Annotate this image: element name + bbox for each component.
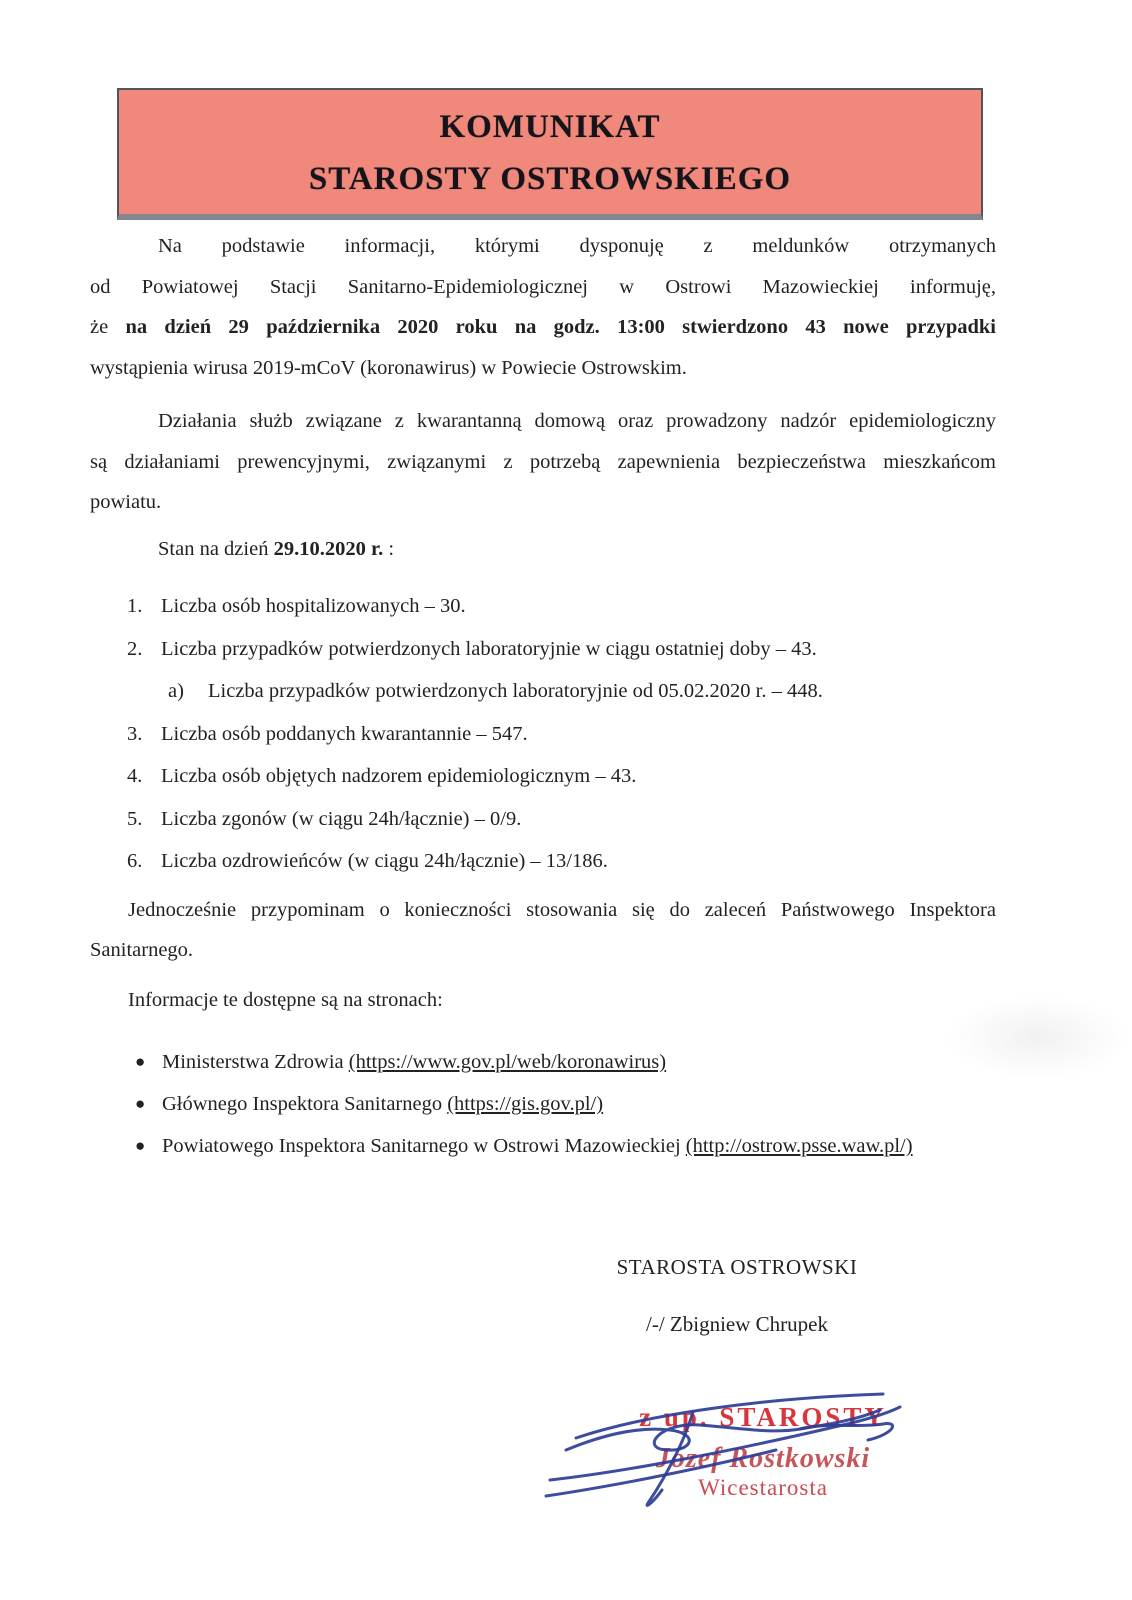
list-item-text: Liczba zgonów (w ciągu 24h/łącznie) – 0/9. bbox=[161, 807, 522, 830]
paragraph-line: Działania służb związane z kwarantanną domową oraz prowadzony nadzór epidemiologiczny bbox=[158, 410, 996, 432]
list-item-number: 1. bbox=[127, 595, 143, 617]
status-date-bold: 29.10.2020 r. bbox=[273, 537, 384, 560]
list-item-number: 2. bbox=[127, 637, 143, 660]
signer-title: STAROSTA OSTROWSKI bbox=[616, 1255, 858, 1279]
list-subitem bbox=[168, 670, 996, 713]
bullet-icon: ● bbox=[135, 1052, 146, 1071]
list-item bbox=[135, 1041, 996, 1083]
list-item-text: Liczba osób hospitalizowanych – 30. bbox=[161, 595, 466, 617]
scan-smudge-artifact bbox=[945, 995, 1130, 1080]
list-item-number: 4. bbox=[127, 765, 143, 787]
paragraph-line: Na podstawie informacji, którymi dysponuję z meldunków otrzymanych bbox=[158, 235, 996, 257]
paragraph-line: są działaniami prewencyjnymi, związanymi z potrzebą zapewnienia bezpieczeństwa mieszkańcom bbox=[90, 450, 996, 473]
list-item-number: 5. bbox=[127, 807, 143, 830]
statistics-list bbox=[90, 585, 996, 883]
paragraph-line: powiatu. bbox=[90, 491, 162, 513]
text-run: : bbox=[383, 537, 395, 560]
list-item-text: Liczba ozdrowieńców (w ciągu 24h/łącznie) – 13/186. bbox=[161, 850, 608, 872]
signer-name: /-/ Zbigniew Chrupek bbox=[646, 1312, 828, 1336]
list-item-text bbox=[162, 1125, 913, 1167]
stamp-position-line: Wicestarosta bbox=[698, 1475, 828, 1500]
list-item-text: Liczba osób objętych nadzorem epidemiologicznym – 43. bbox=[161, 765, 637, 787]
list-item bbox=[127, 840, 996, 883]
list-item bbox=[127, 585, 996, 628]
status-date-line bbox=[90, 529, 996, 570]
signature-block bbox=[537, 1254, 937, 1337]
paragraph-line: Sanitarnego. bbox=[90, 939, 194, 961]
official-stamp bbox=[578, 1402, 948, 1499]
source-label: Powiatowego Inspektora Sanitarnego w Ostrowi Mazowieckiej bbox=[162, 1135, 686, 1157]
paragraph-line: wystąpienia wirusa 2019-mCoV (koronawirus) w Powiecie Ostrowskim. bbox=[90, 356, 687, 379]
list-item-number: a) bbox=[168, 680, 184, 702]
header-title-line2: STAROSTY OSTROWSKIEGO bbox=[308, 161, 792, 197]
text-run: że bbox=[90, 316, 126, 338]
stamp-name-line: Józef Rostkowski bbox=[655, 1443, 871, 1474]
intro-paragraph bbox=[90, 226, 996, 388]
paragraph-line bbox=[90, 307, 996, 348]
bullet-icon: ● bbox=[135, 1136, 146, 1155]
paragraph-line: od Powiatowej Stacji Sanitarno-Epidemiologicznej w Ostrowi Mazowieckiej informuję, bbox=[90, 275, 996, 298]
header-title-line1: KOMUNIKAT bbox=[439, 109, 661, 145]
source-label: Głównego Inspektora Sanitarnego bbox=[162, 1093, 448, 1115]
stamp-authority-line: z up. STAROSTY bbox=[639, 1402, 887, 1432]
source-url: (https://gis.gov.pl/) bbox=[447, 1093, 604, 1115]
source-url: (https://www.gov.pl/web/koronawirus) bbox=[348, 1051, 667, 1073]
list-item bbox=[127, 798, 996, 841]
document-body bbox=[90, 226, 996, 1167]
list-item-text: Liczba przypadków potwierdzonych laboratoryjnie w ciągu ostatniej doby – 43. bbox=[161, 637, 817, 660]
list-item bbox=[135, 1083, 996, 1125]
sources-list bbox=[90, 1041, 996, 1167]
list-item-text: Liczba przypadków potwierdzonych laboratoryjnie od 05.02.2020 r. – 448. bbox=[208, 680, 823, 702]
bullet-icon: ● bbox=[135, 1094, 146, 1113]
list-item bbox=[127, 713, 996, 756]
reminder-paragraph bbox=[90, 890, 996, 971]
prevention-paragraph bbox=[90, 401, 996, 523]
source-label: Ministerstwa Zdrowia bbox=[162, 1051, 349, 1073]
text-run: Stan na dzień bbox=[158, 537, 274, 560]
list-item-number: 3. bbox=[127, 722, 143, 745]
bold-text-run: na dzień 29 października 2020 roku na godz. 13:00 stwierdzono 43 nowe przypadki bbox=[125, 316, 996, 338]
list-item-text bbox=[162, 1083, 603, 1125]
list-item-text: Liczba osób poddanych kwarantannie – 547. bbox=[161, 722, 528, 745]
list-item-text bbox=[162, 1041, 666, 1083]
paragraph-line: Jednocześnie przypominam o konieczności stosowania się do zaleceń Państwowego Inspektora bbox=[128, 898, 996, 921]
list-item bbox=[127, 628, 996, 671]
notice-header-banner bbox=[117, 88, 983, 220]
list-item-number: 6. bbox=[127, 850, 143, 872]
source-url: (http://ostrow.psse.waw.pl/) bbox=[685, 1135, 913, 1157]
sources-heading: Informacje te dostępne są na stronach: bbox=[128, 988, 443, 1011]
list-item bbox=[135, 1125, 996, 1167]
list-item bbox=[127, 755, 996, 798]
